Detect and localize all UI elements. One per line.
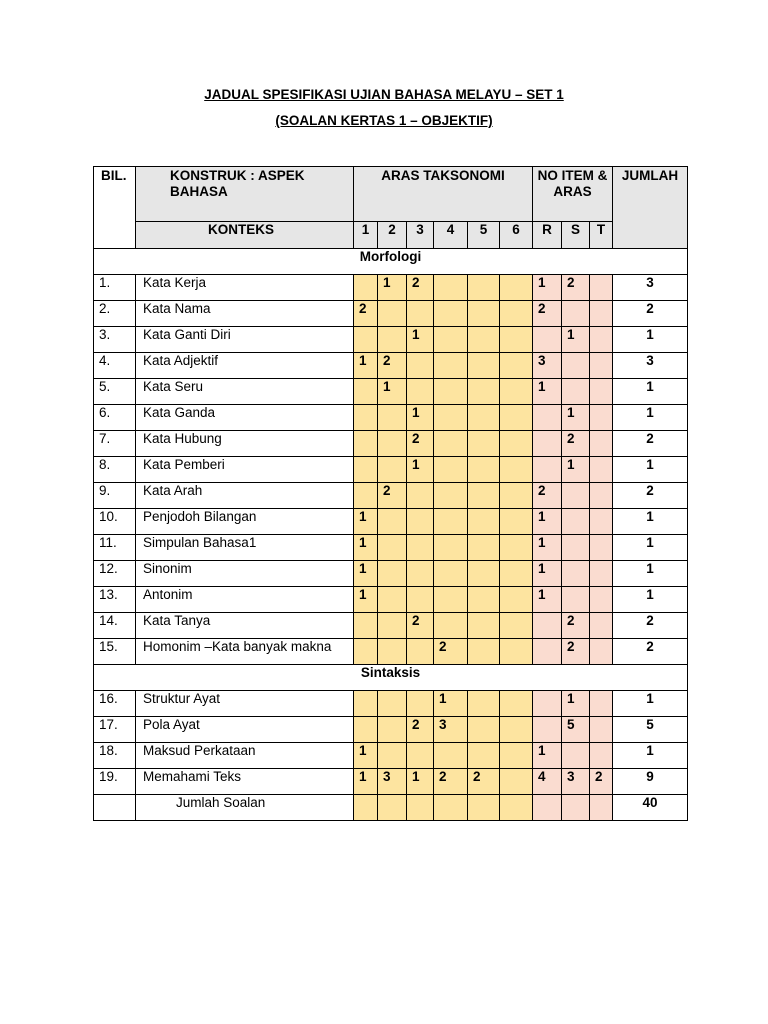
row-number: 13. bbox=[94, 587, 136, 613]
level-cell-6 bbox=[500, 483, 533, 509]
konteks-header: KONTEKS bbox=[136, 222, 354, 249]
rst-cell-s bbox=[562, 509, 590, 535]
level-cell-5 bbox=[468, 691, 500, 717]
level-header-2: 2 bbox=[378, 222, 407, 249]
row-total: 1 bbox=[613, 561, 688, 587]
level-cell-5 bbox=[468, 327, 500, 353]
row-number: 7. bbox=[94, 431, 136, 457]
table-row bbox=[94, 743, 688, 769]
row-item-name: Kata Seru bbox=[136, 379, 354, 405]
row-item-name: Kata Arah bbox=[136, 483, 354, 509]
footer-level-cell bbox=[378, 795, 407, 821]
rst-cell-t bbox=[590, 587, 613, 613]
level-cell-4 bbox=[434, 613, 468, 639]
level-cell-4 bbox=[434, 405, 468, 431]
row-item-name: Antonim bbox=[136, 587, 354, 613]
row-number: 1. bbox=[94, 275, 136, 301]
rst-cell-s bbox=[562, 743, 590, 769]
level-cell-5: 2 bbox=[468, 769, 500, 795]
level-cell-4: 2 bbox=[434, 639, 468, 665]
row-total: 2 bbox=[613, 639, 688, 665]
document-subtitle: (SOALAN KERTAS 1 – OBJEKTIF) bbox=[275, 113, 493, 128]
level-cell-2 bbox=[378, 457, 407, 483]
level-cell-4 bbox=[434, 535, 468, 561]
specification-table bbox=[93, 166, 688, 821]
level-cell-6 bbox=[500, 275, 533, 301]
level-cell-6 bbox=[500, 405, 533, 431]
row-item-name: Struktur Ayat bbox=[136, 691, 354, 717]
row-item-name: Simpulan Bahasa1 bbox=[136, 535, 354, 561]
level-cell-3 bbox=[407, 301, 434, 327]
row-item-name: Kata Ganti Diri bbox=[136, 327, 354, 353]
row-total: 3 bbox=[613, 275, 688, 301]
level-cell-2 bbox=[378, 431, 407, 457]
level-cell-3: 2 bbox=[407, 717, 434, 743]
row-number: 6. bbox=[94, 405, 136, 431]
rst-cell-t: 2 bbox=[590, 769, 613, 795]
row-total: 5 bbox=[613, 717, 688, 743]
level-cell-4 bbox=[434, 561, 468, 587]
row-total: 3 bbox=[613, 353, 688, 379]
rst-cell-s: 3 bbox=[562, 769, 590, 795]
rst-header-t: T bbox=[590, 222, 613, 249]
row-number: 18. bbox=[94, 743, 136, 769]
level-cell-2 bbox=[378, 717, 407, 743]
aras-taksonomi-header: ARAS TAKSONOMI bbox=[354, 167, 533, 222]
level-cell-5 bbox=[468, 717, 500, 743]
level-cell-4 bbox=[434, 587, 468, 613]
level-cell-6 bbox=[500, 769, 533, 795]
rst-cell-s bbox=[562, 535, 590, 561]
rst-cell-r bbox=[533, 405, 562, 431]
table-row bbox=[94, 457, 688, 483]
row-number: 8. bbox=[94, 457, 136, 483]
rst-cell-t bbox=[590, 561, 613, 587]
rst-cell-t bbox=[590, 717, 613, 743]
rst-cell-r: 1 bbox=[533, 509, 562, 535]
level-cell-5 bbox=[468, 275, 500, 301]
row-item-name: Maksud Perkataan bbox=[136, 743, 354, 769]
level-cell-4 bbox=[434, 509, 468, 535]
row-number: 3. bbox=[94, 327, 136, 353]
level-cell-2 bbox=[378, 587, 407, 613]
row-item-name: Pola Ayat bbox=[136, 717, 354, 743]
level-cell-4 bbox=[434, 275, 468, 301]
no-item-aras-header: NO ITEM & ARAS bbox=[533, 167, 613, 222]
level-cell-3 bbox=[407, 743, 434, 769]
rst-cell-t bbox=[590, 301, 613, 327]
level-cell-1 bbox=[354, 483, 378, 509]
level-cell-2 bbox=[378, 327, 407, 353]
level-cell-3: 1 bbox=[407, 769, 434, 795]
rst-cell-r: 3 bbox=[533, 353, 562, 379]
level-cell-1: 1 bbox=[354, 587, 378, 613]
footer-level-cell bbox=[354, 795, 378, 821]
row-total: 2 bbox=[613, 301, 688, 327]
level-cell-6 bbox=[500, 691, 533, 717]
grand-total: 40 bbox=[613, 795, 688, 821]
rst-cell-r bbox=[533, 717, 562, 743]
rst-cell-r: 2 bbox=[533, 483, 562, 509]
rst-cell-s: 1 bbox=[562, 691, 590, 717]
table-row bbox=[94, 769, 688, 795]
table-row bbox=[94, 327, 688, 353]
row-total: 1 bbox=[613, 327, 688, 353]
rst-cell-t bbox=[590, 405, 613, 431]
level-cell-1: 1 bbox=[354, 535, 378, 561]
row-total: 1 bbox=[613, 691, 688, 717]
level-header-4: 4 bbox=[434, 222, 468, 249]
level-cell-5 bbox=[468, 405, 500, 431]
rst-cell-s bbox=[562, 587, 590, 613]
rst-cell-r bbox=[533, 431, 562, 457]
row-number: 15. bbox=[94, 639, 136, 665]
rst-cell-r bbox=[533, 639, 562, 665]
table-row bbox=[94, 275, 688, 301]
rst-cell-r bbox=[533, 457, 562, 483]
level-cell-6 bbox=[500, 353, 533, 379]
level-cell-5 bbox=[468, 535, 500, 561]
footer-rst-cell bbox=[533, 795, 562, 821]
rst-cell-t bbox=[590, 639, 613, 665]
level-cell-4 bbox=[434, 327, 468, 353]
level-cell-3 bbox=[407, 639, 434, 665]
level-cell-4: 2 bbox=[434, 769, 468, 795]
rst-cell-t bbox=[590, 483, 613, 509]
rst-cell-t bbox=[590, 691, 613, 717]
level-cell-4: 3 bbox=[434, 717, 468, 743]
level-cell-5 bbox=[468, 561, 500, 587]
level-header-3: 3 bbox=[407, 222, 434, 249]
level-cell-6 bbox=[500, 431, 533, 457]
row-number: 12. bbox=[94, 561, 136, 587]
section-heading: Sintaksis bbox=[94, 665, 688, 691]
row-number: 5. bbox=[94, 379, 136, 405]
row-number: 9. bbox=[94, 483, 136, 509]
table-row bbox=[94, 301, 688, 327]
level-cell-2 bbox=[378, 613, 407, 639]
level-cell-5 bbox=[468, 587, 500, 613]
level-cell-4 bbox=[434, 301, 468, 327]
rst-cell-s: 2 bbox=[562, 613, 590, 639]
rst-cell-r: 1 bbox=[533, 743, 562, 769]
row-item-name: Penjodoh Bilangan bbox=[136, 509, 354, 535]
row-item-name: Kata Kerja bbox=[136, 275, 354, 301]
header-row-1 bbox=[94, 167, 688, 222]
row-item-name: Kata Ganda bbox=[136, 405, 354, 431]
rst-cell-r: 1 bbox=[533, 587, 562, 613]
level-cell-4 bbox=[434, 457, 468, 483]
row-total: 1 bbox=[613, 405, 688, 431]
document-title: JADUAL SPESIFIKASI UJIAN BAHASA MELAYU – SET 1 bbox=[204, 87, 564, 102]
level-cell-4 bbox=[434, 743, 468, 769]
level-cell-1 bbox=[354, 379, 378, 405]
rst-cell-r bbox=[533, 327, 562, 353]
rst-cell-t bbox=[590, 431, 613, 457]
row-number: 10. bbox=[94, 509, 136, 535]
level-cell-5 bbox=[468, 639, 500, 665]
level-cell-2 bbox=[378, 535, 407, 561]
level-cell-2: 2 bbox=[378, 483, 407, 509]
level-cell-1 bbox=[354, 457, 378, 483]
level-cell-6 bbox=[500, 535, 533, 561]
level-cell-4 bbox=[434, 483, 468, 509]
row-total: 2 bbox=[613, 483, 688, 509]
section-row bbox=[94, 249, 688, 275]
table-row bbox=[94, 509, 688, 535]
level-cell-5 bbox=[468, 353, 500, 379]
level-cell-1 bbox=[354, 639, 378, 665]
rst-cell-s bbox=[562, 561, 590, 587]
rst-header-r: R bbox=[533, 222, 562, 249]
rst-cell-t bbox=[590, 743, 613, 769]
level-cell-1: 1 bbox=[354, 743, 378, 769]
jumlah-header: JUMLAH bbox=[613, 167, 688, 249]
row-number: 2. bbox=[94, 301, 136, 327]
level-cell-3 bbox=[407, 379, 434, 405]
row-total: 1 bbox=[613, 743, 688, 769]
level-cell-2 bbox=[378, 743, 407, 769]
rst-cell-s: 1 bbox=[562, 457, 590, 483]
level-cell-6 bbox=[500, 379, 533, 405]
level-cell-2 bbox=[378, 639, 407, 665]
level-cell-3 bbox=[407, 535, 434, 561]
level-cell-1: 1 bbox=[354, 353, 378, 379]
rst-cell-r: 1 bbox=[533, 275, 562, 301]
level-cell-4: 1 bbox=[434, 691, 468, 717]
row-total: 2 bbox=[613, 613, 688, 639]
level-cell-4 bbox=[434, 353, 468, 379]
row-item-name: Homonim –Kata banyak makna bbox=[136, 639, 354, 665]
table-row bbox=[94, 691, 688, 717]
rst-cell-t bbox=[590, 353, 613, 379]
level-cell-5 bbox=[468, 613, 500, 639]
level-cell-3 bbox=[407, 561, 434, 587]
row-number: 14. bbox=[94, 613, 136, 639]
level-header-6: 6 bbox=[500, 222, 533, 249]
row-number: 16. bbox=[94, 691, 136, 717]
level-cell-2 bbox=[378, 691, 407, 717]
table-row bbox=[94, 431, 688, 457]
row-number: 19. bbox=[94, 769, 136, 795]
rst-cell-t bbox=[590, 613, 613, 639]
level-cell-1: 1 bbox=[354, 769, 378, 795]
footer-rst-cell bbox=[562, 795, 590, 821]
row-total: 9 bbox=[613, 769, 688, 795]
rst-cell-r: 4 bbox=[533, 769, 562, 795]
jumlah-soalan-label: Jumlah Soalan bbox=[136, 795, 354, 821]
level-cell-3 bbox=[407, 691, 434, 717]
table-row bbox=[94, 587, 688, 613]
level-cell-1 bbox=[354, 327, 378, 353]
row-number: 11. bbox=[94, 535, 136, 561]
level-cell-5 bbox=[468, 483, 500, 509]
level-cell-6 bbox=[500, 327, 533, 353]
level-cell-3: 2 bbox=[407, 275, 434, 301]
table-row bbox=[94, 613, 688, 639]
row-number: 4. bbox=[94, 353, 136, 379]
footer-level-cell bbox=[500, 795, 533, 821]
level-cell-6 bbox=[500, 613, 533, 639]
level-cell-6 bbox=[500, 301, 533, 327]
level-cell-1 bbox=[354, 613, 378, 639]
level-cell-1: 1 bbox=[354, 509, 378, 535]
level-cell-1: 1 bbox=[354, 561, 378, 587]
level-cell-6 bbox=[500, 561, 533, 587]
level-cell-1 bbox=[354, 275, 378, 301]
row-item-name: Kata Nama bbox=[136, 301, 354, 327]
level-cell-5 bbox=[468, 743, 500, 769]
level-cell-2 bbox=[378, 405, 407, 431]
row-item-name: Kata Tanya bbox=[136, 613, 354, 639]
rst-cell-t bbox=[590, 275, 613, 301]
level-cell-2: 2 bbox=[378, 353, 407, 379]
footer-level-cell bbox=[434, 795, 468, 821]
footer-rst-cell bbox=[590, 795, 613, 821]
level-cell-6 bbox=[500, 743, 533, 769]
level-cell-1: 2 bbox=[354, 301, 378, 327]
level-cell-1 bbox=[354, 691, 378, 717]
level-cell-6 bbox=[500, 509, 533, 535]
table-row bbox=[94, 379, 688, 405]
footer-level-cell bbox=[407, 795, 434, 821]
rst-header-s: S bbox=[562, 222, 590, 249]
rst-cell-s bbox=[562, 353, 590, 379]
level-cell-5 bbox=[468, 431, 500, 457]
level-cell-1 bbox=[354, 405, 378, 431]
table-row bbox=[94, 405, 688, 431]
level-cell-2: 3 bbox=[378, 769, 407, 795]
footer-level-cell bbox=[468, 795, 500, 821]
rst-cell-r: 1 bbox=[533, 561, 562, 587]
bil-header: BIL. bbox=[94, 167, 136, 249]
level-cell-3: 1 bbox=[407, 327, 434, 353]
konstruk-header: KONSTRUK : ASPEK BAHASA bbox=[136, 167, 354, 222]
rst-cell-s bbox=[562, 483, 590, 509]
section-heading: Morfologi bbox=[94, 249, 688, 275]
row-total: 1 bbox=[613, 587, 688, 613]
header-row-2 bbox=[94, 222, 688, 249]
rst-cell-s: 1 bbox=[562, 327, 590, 353]
table-row bbox=[94, 353, 688, 379]
level-cell-3: 2 bbox=[407, 613, 434, 639]
rst-cell-t bbox=[590, 535, 613, 561]
row-item-name: Kata Adjektif bbox=[136, 353, 354, 379]
footer-row bbox=[94, 795, 688, 821]
rst-cell-r: 2 bbox=[533, 301, 562, 327]
table-row bbox=[94, 483, 688, 509]
rst-cell-r: 1 bbox=[533, 379, 562, 405]
table-row bbox=[94, 639, 688, 665]
row-item-name: Sinonim bbox=[136, 561, 354, 587]
level-cell-6 bbox=[500, 587, 533, 613]
level-cell-2: 1 bbox=[378, 275, 407, 301]
rst-cell-r bbox=[533, 613, 562, 639]
rst-cell-t bbox=[590, 327, 613, 353]
level-cell-3: 1 bbox=[407, 405, 434, 431]
rst-cell-s: 1 bbox=[562, 405, 590, 431]
rst-cell-s bbox=[562, 301, 590, 327]
level-cell-4 bbox=[434, 431, 468, 457]
row-total: 1 bbox=[613, 379, 688, 405]
level-cell-2 bbox=[378, 561, 407, 587]
level-cell-2 bbox=[378, 301, 407, 327]
row-item-name: Memahami Teks bbox=[136, 769, 354, 795]
level-cell-6 bbox=[500, 639, 533, 665]
level-cell-2: 1 bbox=[378, 379, 407, 405]
level-cell-3 bbox=[407, 509, 434, 535]
level-cell-3: 2 bbox=[407, 431, 434, 457]
level-cell-6 bbox=[500, 717, 533, 743]
table-row bbox=[94, 535, 688, 561]
rst-cell-s bbox=[562, 379, 590, 405]
level-cell-1 bbox=[354, 717, 378, 743]
level-header-5: 5 bbox=[468, 222, 500, 249]
level-cell-3: 1 bbox=[407, 457, 434, 483]
level-header-1: 1 bbox=[354, 222, 378, 249]
level-cell-5 bbox=[468, 301, 500, 327]
level-cell-5 bbox=[468, 509, 500, 535]
table-row bbox=[94, 717, 688, 743]
table-row bbox=[94, 561, 688, 587]
rst-cell-t bbox=[590, 509, 613, 535]
row-total: 2 bbox=[613, 431, 688, 457]
row-number: 17. bbox=[94, 717, 136, 743]
rst-cell-s: 2 bbox=[562, 639, 590, 665]
level-cell-3 bbox=[407, 587, 434, 613]
rst-cell-t bbox=[590, 457, 613, 483]
row-total: 1 bbox=[613, 457, 688, 483]
level-cell-1 bbox=[354, 431, 378, 457]
row-total: 1 bbox=[613, 509, 688, 535]
rst-cell-s: 2 bbox=[562, 275, 590, 301]
level-cell-3 bbox=[407, 353, 434, 379]
rst-cell-s: 2 bbox=[562, 431, 590, 457]
level-cell-5 bbox=[468, 457, 500, 483]
section-row bbox=[94, 665, 688, 691]
row-item-name: Kata Hubung bbox=[136, 431, 354, 457]
level-cell-2 bbox=[378, 509, 407, 535]
rst-cell-t bbox=[590, 379, 613, 405]
row-total: 1 bbox=[613, 535, 688, 561]
rst-cell-s: 5 bbox=[562, 717, 590, 743]
level-cell-3 bbox=[407, 483, 434, 509]
rst-cell-r bbox=[533, 691, 562, 717]
rst-cell-r: 1 bbox=[533, 535, 562, 561]
level-cell-4 bbox=[434, 379, 468, 405]
level-cell-5 bbox=[468, 379, 500, 405]
row-item-name: Kata Pemberi bbox=[136, 457, 354, 483]
level-cell-6 bbox=[500, 457, 533, 483]
footer-blank bbox=[94, 795, 136, 821]
